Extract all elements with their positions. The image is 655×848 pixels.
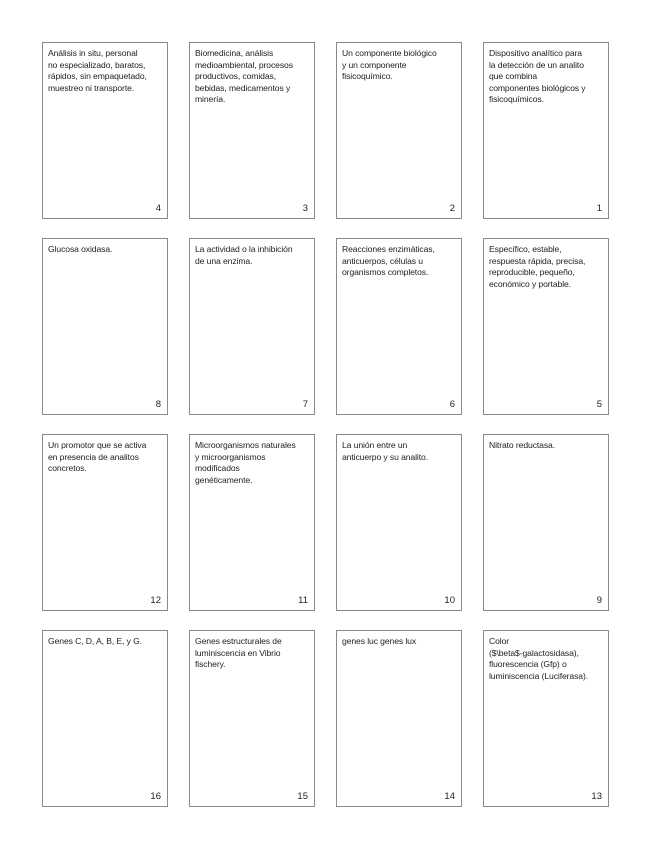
flashcard-text: Genes estructurales de luminiscencia en Vibrio fischery. bbox=[195, 636, 282, 670]
flashcard-number: 5 bbox=[596, 399, 602, 410]
flashcard-text: genes luc genes lux bbox=[342, 636, 417, 646]
flashcard-number: 8 bbox=[155, 399, 161, 410]
flashcard bbox=[336, 42, 462, 219]
flashcard-text: Microorganismos naturales y microorganismos modificados genéticamente. bbox=[195, 440, 296, 485]
flashcard bbox=[42, 630, 168, 807]
flashcard bbox=[483, 630, 609, 807]
flashcard-text: Un promotor que se activa en presencia de analitos concretos. bbox=[48, 440, 147, 474]
flashcard bbox=[189, 630, 315, 807]
flashcard bbox=[483, 434, 609, 611]
flashcard-number: 2 bbox=[449, 203, 455, 214]
flashcard bbox=[189, 434, 315, 611]
flashcard bbox=[42, 434, 168, 611]
flashcard-number: 12 bbox=[150, 595, 161, 606]
flashcard-number: 6 bbox=[449, 399, 455, 410]
flashcard-text: Color ($\beta$-galactosidasa), fluorescencia (Gfp) o luminiscencia (Luciferasa). bbox=[489, 636, 589, 681]
flashcard-number: 1 bbox=[596, 203, 602, 214]
flashcard bbox=[336, 238, 462, 415]
flashcard-text: La actividad o la inhibición de una enzima. bbox=[195, 244, 293, 266]
flashcard-text: La unión entre un anticuerpo y su analito. bbox=[342, 440, 428, 462]
flashcard-number: 15 bbox=[297, 791, 308, 802]
flashcard bbox=[42, 42, 168, 219]
flashcard-text: Nitrato reductasa. bbox=[489, 440, 556, 450]
flashcard bbox=[483, 42, 609, 219]
flashcard-number: 4 bbox=[155, 203, 161, 214]
flashcard bbox=[483, 238, 609, 415]
flashcard-number: 9 bbox=[596, 595, 602, 606]
flashcard-text: Específico, estable, respuesta rápida, precisa, reproducible, pequeño, económico y portable. bbox=[489, 244, 586, 289]
flashcard-number: 14 bbox=[444, 791, 455, 802]
flashcard bbox=[336, 434, 462, 611]
flashcard-text: Genes C, D, A, B, E, y G. bbox=[48, 636, 142, 646]
flashcard-text: Análisis in situ, personal no especializado, baratos, rápidos, sin empaquetado, muestreo ni transporte. bbox=[48, 48, 147, 93]
flashcard-text: Reacciones enzimáticas, anticuerpos, células u organismos completos. bbox=[342, 244, 435, 278]
flashcard bbox=[42, 238, 168, 415]
flashcard-grid bbox=[42, 42, 609, 807]
flashcard bbox=[189, 42, 315, 219]
flashcard-number: 11 bbox=[298, 595, 308, 606]
flashcard-text: Un componente biológico y un componente fisicoquímico. bbox=[342, 48, 437, 82]
flashcard bbox=[336, 630, 462, 807]
flashcard bbox=[189, 238, 315, 415]
flashcard-number: 13 bbox=[591, 791, 602, 802]
flashcard-number: 16 bbox=[150, 791, 161, 802]
flashcard-number: 10 bbox=[444, 595, 455, 606]
flashcard-text: Glucosa oxidasa. bbox=[48, 244, 113, 254]
flashcard-number: 3 bbox=[302, 203, 308, 214]
flashcard-number: 7 bbox=[302, 399, 308, 410]
flashcard-text: Biomedicina, análisis medioambiental, procesos productivos, comidas, bebidas, medicamentos y minería. bbox=[195, 48, 293, 105]
flashcard-text: Dispositivo analítico para la detección de un analito que combina componentes biológicos y fisicoquímicos. bbox=[489, 48, 586, 105]
